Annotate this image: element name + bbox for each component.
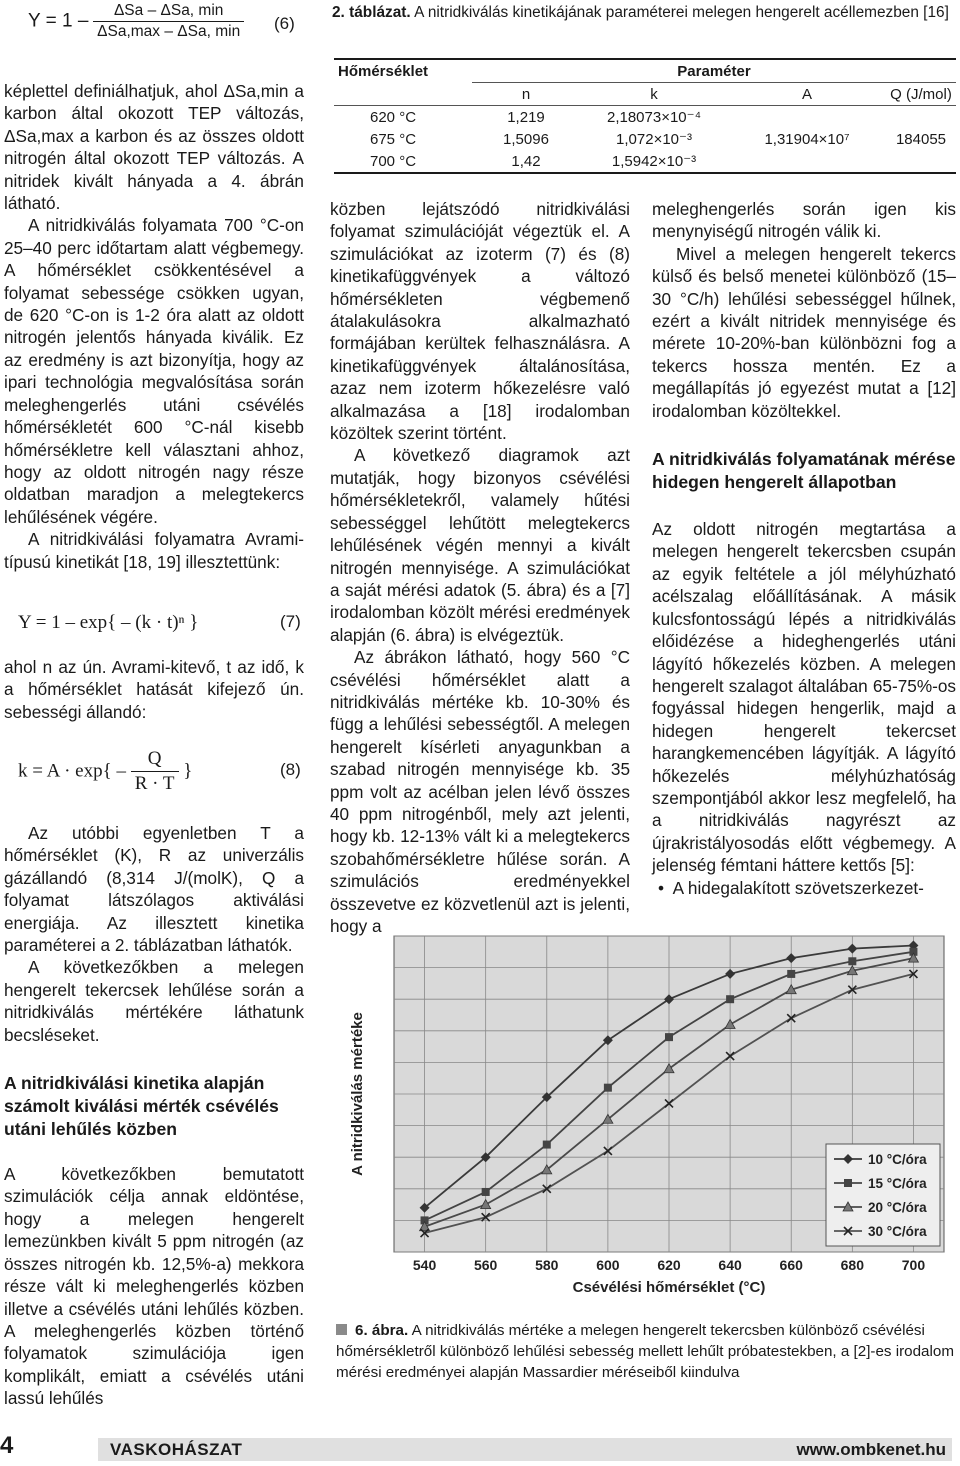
left-paragraph-3: A nitridkiválási folyamatra Avrami-típusú kinetikát [18, 19] illesztettünk: [4,529,304,572]
table-cell-k: 1,5942×10⁻³ [580,150,728,173]
x-tick-label: 620 [657,1257,681,1273]
eq6-lhs: Y = 1 – [28,10,89,32]
table-row [334,106,956,129]
mid-paragraph-1: közben lejátszódó nitridkiválási folyamat szimulációját végeztük el. A szimulációkat az izoterm (7) és (8) kinetikafüggvények a változó hőmérsékleten végbemenő átalakulásokra alkalmazható formájában kerültek felhasználásra. A kinetikafüggvények általánosítása, azaz nem izoterm hőkezelésre való alkalmazása a [18] irodalomban közöltek szerint történt. [330,199,630,444]
x-tick-label: 660 [779,1257,803,1273]
right-paragraph-2: Mivel a melegen hengerelt tekercs külső és belső menetei különböző (15–30 °C/h) lehűlési sebességgel hűlnek, ezért a kivált nitridek mennyisége és mérete 10-20%-ban különbözni fog a tekercs hossza mentén. Ez a megállapítás jó egyezést mutat a [12] irodalomban közöltekkel. [652,243,956,421]
eq6-denominator: ΔSa,max – ΔSa, min [97,23,241,40]
data-point-square [726,995,734,1003]
left-paragraph-2: A nitridkiválás folyamata 700 °C-on 25–40 perc időtartam alatt végbemegy. A hőmérséklet csökkentésével a folyamat sebessége csökken ugyan, de 620 °C-on is 1-2 óra alatt az oldott nitrogén jelentős hányada kiválik. Ez az eredmény is azt bizonyítja, hogy az ipari technológia megvalósítása során meleghengerlés utáni csévélés hőmérsékletét 600 °C-nál kisebb hőmérsékletre kell választani ahhoz, hogy az oldott nitrogén nagy része oldatban maradjon a melegtekercs lehűlésének végére. [4,215,304,527]
mid-paragraph-3: Az ábrákon látható, hogy 560 °C csévélési hőmérséklet alatt a nitridkiválás mértéke kb. 10-30% és függ a lehűlési sebességtől. A melegen hengerelt kísérleti anyagunkban a szabad nitrogén mennyisége kb. 35 ppm volt az acélban jelen lévő összes 40 ppm nitrogénből, mely azt jelenti, hogy kb. 12-13% vált ki a melegtekercs szobahőmérsékletre hűlése során. A szimulációs eredményekkel összevetve ez közvetlenül azt is jelenti, hogy a [330,647,630,936]
table-header-k: k [580,83,728,106]
eq8-number: (8) [280,760,301,779]
equation-6 [28,2,308,41]
x-tick-label: 540 [412,1257,437,1273]
right-section-heading: A nitridkiválás folyamatának mérése hidegen hengerelt állapotban [652,449,956,493]
x-axis-label: Csévélési hőmérséklet (°C) [572,1279,766,1296]
data-point-square [844,1179,852,1187]
table-header-n: n [472,83,580,106]
figure-text: A nitridkiválás mértéke a melegen hengerelt tekercsben különböző csévélési hőmérsékletről különböző lehűlési sebesség mellett lehűlt próbatestekben, a [2]-es irodalom mérési eredményei alapján Massardier méréseiből kiindulva [336,1322,954,1381]
x-tick-label: 640 [718,1257,742,1273]
left-column-top [4,80,304,573]
left-paragraph-4: ahol n az ún. Avrami-kitevő, t az idő, k a hőmérséklet hatását kifejező ún. sebességi állandó: [4,657,304,722]
data-point-square [665,1033,673,1041]
eq7-number: (7) [280,612,301,631]
chart-legend [826,1144,940,1246]
eq8-numerator: Q [131,748,179,772]
eq8-lhs: k = A · exp{ – [18,760,126,782]
journal-url: www.ombkenet.hu [796,1440,946,1459]
right-paragraph-1: meleghengerlés során igen kis menynyiségű nitrogén válik ki. [652,199,956,242]
nitride-chart [336,930,952,1300]
parameter-table [334,58,956,174]
left-paragraph-6: A következőkben a melegen hengerelt tekercsek lehűlése során a nitridkiválás mértékére láthatunk becsléseket. [4,957,304,1045]
data-point-square [848,957,856,965]
left-section-heading: A nitridkiválási kinetika alapján számolt kiválási mérték csévélés utáni lehűlés közben [4,1073,279,1140]
table-header-a: A [728,83,886,106]
chart-svg [336,930,952,1300]
eq6-numerator: ΔSa – ΔSa, min [93,2,244,22]
eq8-fraction [131,748,179,795]
equation-8 [18,748,192,795]
equation-7: Y = 1 – exp{ – (k · t)ⁿ } [18,612,199,633]
table-cell-temp: 700 °C [334,150,472,173]
mid-paragraph-2: A következő diagramok azt mutatják, hogy bizonyos csévélési hőmérsékletekről, valamely hűtési sebességgel lehűtött melegtekercs lehűlésének végén mennyi a kivált nitrogén mennyisége. A szimulációkat a saját mérési adatok (5. ábra) és a [7] irodalomban közölt mérési eredmények alapján (6. ábra) is elvégeztük. [330,445,630,645]
legend-label: 10 °C/óra [868,1152,927,1167]
data-point-square [482,1188,490,1196]
left-column-bottom [4,822,304,1410]
table-cell-q: 184055 [886,106,956,174]
eq8-rhs: } [183,760,193,782]
left-paragraph-5: Az utóbbi egyenletben T a hőmérséklet (K), R az univerzális gázállandó (8,314 J/(molK), Q a folyamat látszólagos aktiválási energiája. Az illesztett kinetika paraméterei a 2. táblázatban láthatók. [4,823,304,956]
right-bullet: • A hidegalakított szövetszerkezet- [658,877,924,898]
legend-label: 15 °C/óra [868,1176,927,1191]
x-tick-label: 600 [596,1257,620,1273]
right-paragraph-3: Az oldott nitrogén megtartása a melegen hengerelt tekercsben csupán az egyik feltétele a jól mélyhúzható acélszalag előállításának. A másik kulcsfontosságú lépés a nitridkiválás előidézése a hideghengerlés utáni lágyító hőkezelés közben. A melegen hengerelt szalagot általában 65-75%-os fogyással hidegen hengerlik, majd a hidegen hengerelt tekercset harangkemencében lágyítják. A lágyító hőkezelés mélyhúzhatóság szempontjából akkor lesz megfelelő, ha a nitridkiválás nagyrészt az újrakristályosodás előtt végbemegy. A jelenség fémtani háttere kettős [5]: [652,519,956,876]
eq6-fraction [93,2,244,41]
data-point-square [543,1141,551,1149]
table-cell-a: 1,31904×10⁷ [728,106,886,174]
data-point-square [604,1084,612,1092]
page-number: 4 [0,1432,14,1459]
caption-square-icon [336,1324,347,1335]
x-tick-label: 680 [840,1257,865,1273]
table-header-parameter: Paraméter [472,59,956,83]
journal-name: VASKOHÁSZAT [110,1440,243,1459]
left-paragraph-7: A következőkben bemutatott szimulációk célja annak eldöntése, hogy a melegen hengerelt lemezünkben kivált 5 ppm nitrogén (az összes nitrogén kb. 12,5%-a) mekkora része vált ki meleghengerlés közben illetve a csévélés utáni lehűlés közben. A meleghengerlés közben történő folyamatok szimulációja igen komplikált, emiatt a csévélés utáni lassú lehűlés [4,1164,304,1409]
table-header-q: Q (J/mol) [886,83,956,106]
right-column [652,198,956,899]
data-point-square [787,970,795,978]
table-cell-k: 1,072×10⁻³ [616,131,692,148]
table-cell-n: 1,5096 [503,130,549,148]
table-caption [332,3,958,23]
eq8-denominator: R · T [134,773,175,794]
table-cell-k: 2,18073×10⁻⁴ [606,109,702,126]
y-axis-label: A nitridkiválás mértéke [349,1012,366,1176]
legend-label: 30 °C/óra [868,1224,927,1239]
middle-column [330,198,630,937]
legend-label: 20 °C/óra [868,1200,927,1215]
x-tick-label: 700 [901,1257,926,1273]
table-caption-text: A nitridkiválás kinetikájának paraméterei melegen hengerelt acéllemezben [16] [414,4,949,21]
table-header-temperature: Hőmérséklet [334,59,472,83]
table-caption-label: 2. táblázat. [332,4,411,21]
right-bullet-text: A hidegalakított szövetszerkezet- [672,877,924,898]
page-footer [0,1428,960,1464]
x-tick-label: 580 [535,1257,559,1273]
table-cell-n: 1,219 [507,108,545,126]
figure-label: 6. ábra. [355,1322,409,1339]
table-cell-n: 1,42 [472,150,580,173]
table-cell-temp: 620 °C [370,108,417,126]
eq6-number: (6) [274,14,295,33]
table-cell-temp: 675 °C [370,130,417,148]
figure-caption [336,1320,956,1383]
x-tick-label: 560 [473,1257,498,1273]
left-paragraph-1: képlettel definiálhatjuk, ahol ΔSa,min a karbon által okozott TEP változás, ΔSa,max a karbon és az összes oldott nitrogén által okozott TEP változás. A nitridek kivált hányada a 4. ábrán látható. [4,81,304,214]
left-column-mid [4,656,304,723]
